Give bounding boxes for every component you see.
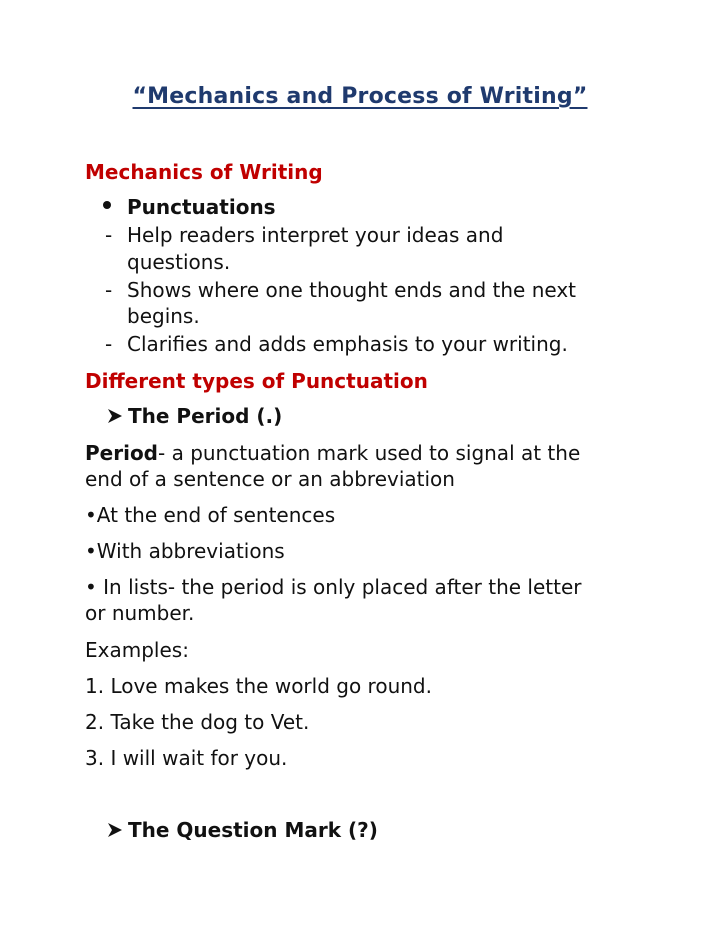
definition-line: end of a sentence or an abbreviation [85,467,455,491]
list-item-line: begins. [127,304,200,328]
bullet-dot-icon [103,201,111,209]
list-item-line: Help readers interpret your ideas and [127,223,504,247]
use-item: •At the end of sentences [85,503,336,527]
arrowhead-bullet-icon [106,821,124,839]
list-item-line: Clarifies and adds emphasis to your writing. [127,332,568,356]
definition-term: Period [85,441,158,465]
dash-marker: - [105,332,113,356]
document-title: “Mechanics and Process of Writing” [132,84,588,109]
period-heading: The Period (.) [128,404,283,428]
list-item-line: Shows where one thought ends and the next [127,278,577,302]
arrowhead-bullet-icon [106,407,124,425]
question-mark-heading: The Question Mark (?) [128,818,378,842]
definition-text: - a punctuation mark used to signal at the [158,441,581,465]
use-item: •With abbreviations [85,539,285,563]
example-item: 2. Take the dog to Vet. [85,710,310,734]
use-item-continuation: or number. [85,601,195,625]
punctuations-heading: Punctuations [127,195,276,219]
example-item: 3. I will wait for you. [85,746,288,770]
section-heading-mechanics: Mechanics of Writing [85,160,323,184]
list-item-line: questions. [127,250,231,274]
example-item: 1. Love makes the world go round. [85,674,432,698]
use-item: • In lists- the period is only placed after the letter [85,575,582,599]
section-heading-types: Different types of Punctuation [85,369,428,393]
dash-marker: - [105,278,113,302]
period-definition [85,440,580,466]
examples-label: Examples: [85,638,189,662]
dash-marker: - [105,223,113,247]
